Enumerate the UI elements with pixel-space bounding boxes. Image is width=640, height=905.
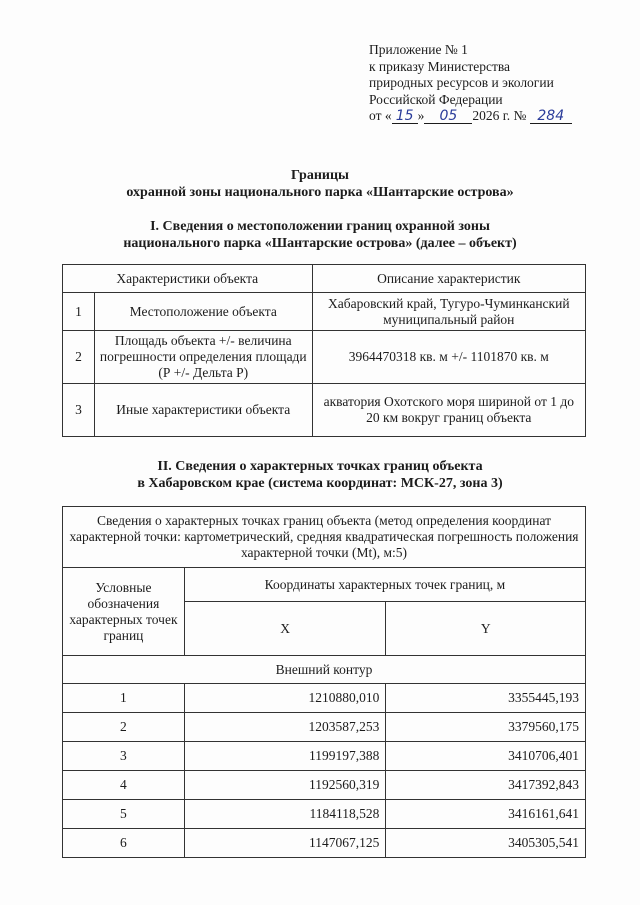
header-point-designations: Условные обозначения характерных точек границ [63,568,185,656]
row-name: Площадь объекта +/- величина погрешности определения площади (Р +/- Дельта Р) [94,331,312,384]
header-coordinates: Координаты характерных точек границ, м [184,568,585,602]
header-characteristics: Характеристики объекта [63,265,313,293]
point-number: 3 [63,742,185,771]
point-y: 3410706,401 [386,742,586,771]
header-y: Y [386,602,586,656]
handwritten-order-number: 284 [530,109,572,124]
point-x: 1210880,010 [184,684,386,713]
year-text: 2026 г. № [472,108,527,123]
point-y: 3379560,175 [386,713,586,742]
section2-title-1: II. Сведения о характерных точках границ объекта [157,459,483,474]
table-row [63,742,586,771]
header-x: X [184,602,386,656]
contour-row [63,656,586,684]
row-description: 3964470318 кв. м +/- 1101870 кв. м [312,331,585,384]
section1-title-1: I. Сведения о местоположении границ охранной зоны [150,219,490,234]
point-number: 2 [63,713,185,742]
table-row [63,684,586,713]
table-row [63,384,586,437]
section1-title-2: национального парка «Шантарские острова» (далее – объект) [123,236,517,251]
table-caption-row [63,507,586,568]
date-prefix: от « [369,108,392,123]
row-number: 2 [63,331,95,384]
header-description: Описание характеристик [312,265,585,293]
point-number: 4 [63,771,185,800]
annex-line-4: Российской Федерации [369,91,503,107]
contour-label: Внешний контур [63,656,586,684]
row-number: 3 [63,384,95,437]
table-row [63,293,586,331]
annex-line-1: Приложение № 1 [369,42,468,57]
row-name: Местоположение объекта [94,293,312,331]
point-y: 3417392,843 [386,771,586,800]
doc-title-1: Границы [291,168,349,183]
point-number: 5 [63,800,185,829]
boundary-points-table [62,506,586,858]
point-y: 3405305,541 [386,829,586,858]
point-y: 3416161,641 [386,800,586,829]
table-header-row [63,265,586,293]
annex-date-line [369,108,572,125]
table-caption: Сведения о характерных точках границ объекта (метод определения координат характерной точки: картометрический, средняя квадратическая погрешность положения характерной точки (Mt), м:5) [63,507,586,568]
table-row [63,800,586,829]
point-x: 1192560,319 [184,771,386,800]
point-number: 1 [63,684,185,713]
annex-block [369,42,572,125]
section2-title-2: в Хабаровском крае (система координат: МСК-27, зона 3) [137,476,503,491]
row-description: Хабаровский край, Тугуро-Чуминканский муниципальный район [312,293,585,331]
date-mid: » [417,108,425,123]
point-x: 1199197,388 [184,742,386,771]
object-characteristics-table [62,264,586,437]
point-x: 1147067,125 [184,829,386,858]
row-name: Иные характеристики объекта [94,384,312,437]
point-x: 1184118,528 [184,800,386,829]
table-row [63,771,586,800]
row-number: 1 [63,293,95,331]
table-header-row [63,568,586,602]
handwritten-day: 15 [392,109,418,124]
point-x: 1203587,253 [184,713,386,742]
point-y: 3355445,193 [386,684,586,713]
table-row [63,713,586,742]
handwritten-month: 05 [424,109,472,124]
annex-line-3: природных ресурсов и экологии [369,75,554,90]
table-row [63,331,586,384]
table-row [63,829,586,858]
point-number: 6 [63,829,185,858]
annex-line-2: к приказу Министерства [369,58,511,74]
row-description: акватория Охотского моря шириной от 1 до 20 км вокруг границ объекта [312,384,585,437]
doc-title-2: охранной зоны национального парка «Шантарские острова» [126,185,514,200]
